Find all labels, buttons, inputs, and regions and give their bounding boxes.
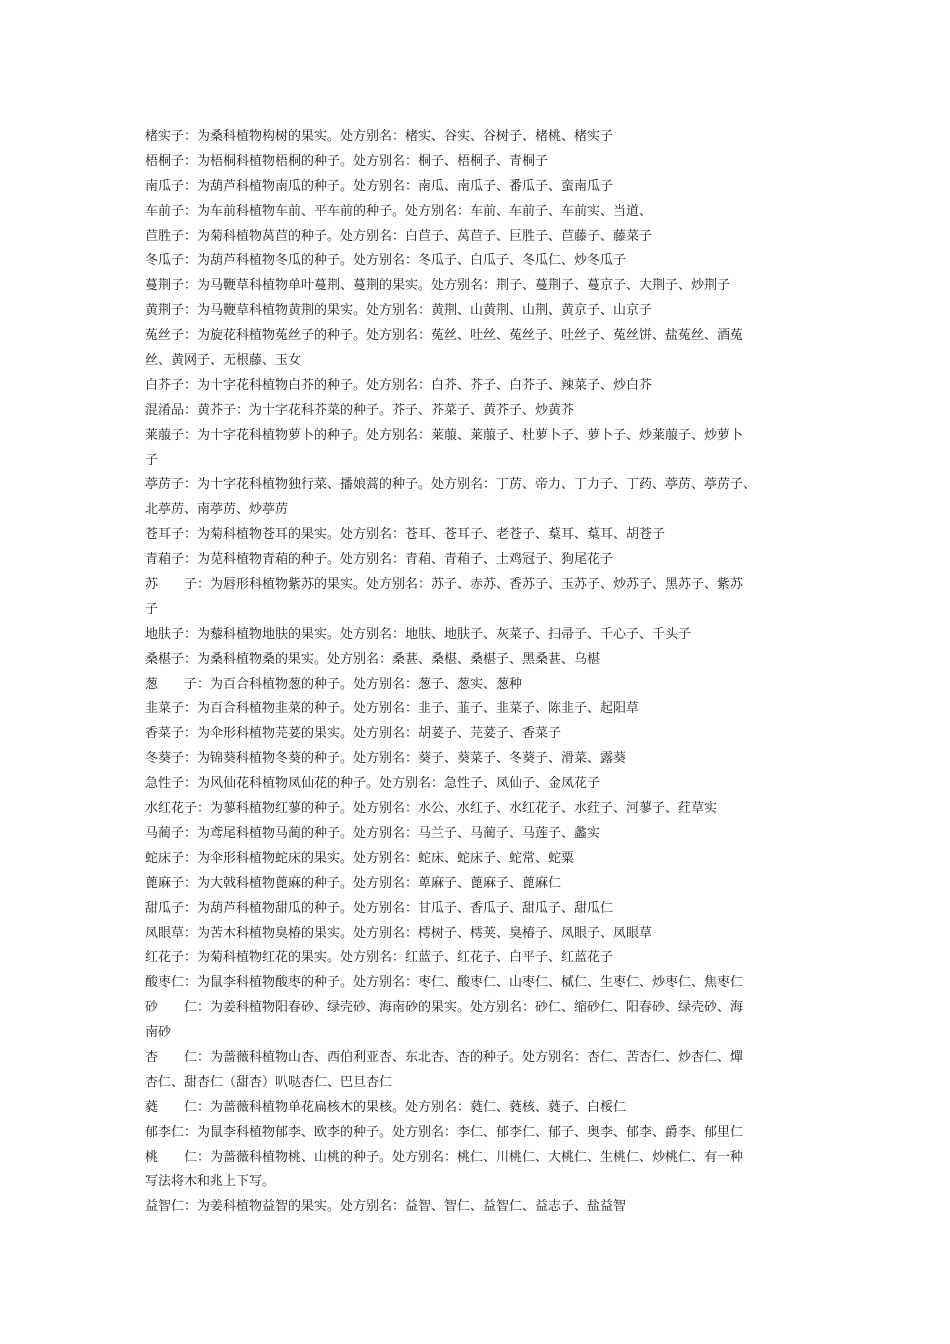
text-line: 子 bbox=[145, 452, 159, 468]
text-line: 南砂 bbox=[145, 1025, 172, 1041]
text-line: 地肤子：为藜科植物地肤的果实。处方别名：地肤、地肤子、灰菜子、扫帚子、千心子、千头子 bbox=[145, 626, 692, 642]
text-line: 桃 仁：为蔷薇科植物桃、山桃的种子。处方别名：桃仁、川桃仁、大桃仁、生桃仁、炒桃仁、有一种 bbox=[145, 1149, 744, 1165]
text-line: 苣胜子：为菊科植物莴苣的种子。处方别名：白苣子、莴苣子、巨胜子、苣藤子、藤菜子 bbox=[145, 228, 653, 244]
text-line: 葱 子：为百合科植物葱的种子。处方别名：葱子、葱实、葱种 bbox=[145, 676, 523, 692]
text-line: 苍耳子：为菊科植物苍耳的果实。处方别名：苍耳、苍耳子、老苍子、葈耳、葈耳、胡苍子 bbox=[145, 527, 666, 543]
text-line: 益智仁：为姜科植物益智的果实。处方别名：益智、智仁、益智仁、益志子、盐益智 bbox=[145, 1199, 627, 1215]
text-line: 青葙子：为苋科植物青葙的种子。处方别名：青葙、青葙子、土鸡冠子、狗尾花子 bbox=[145, 552, 614, 568]
text-line: 南瓜子：为葫芦科植物南瓜的种子。处方别名：南瓜、南瓜子、番瓜子、蛮南瓜子 bbox=[145, 178, 614, 194]
text-line: 郁李仁：为鼠李科植物郁李、欧李的种子。处方别名：李仁、郁李仁、郁子、奥李、郁李、爵李、郁里仁 bbox=[145, 1124, 744, 1140]
text-line: 冬葵子：为锦葵科植物冬葵的种子。处方别名：葵子、葵菜子、冬葵子、滑菜、露葵 bbox=[145, 751, 627, 767]
text-line: 丝、黄网子、无根藤、玉女 bbox=[145, 353, 302, 369]
text-line: 白芥子：为十字花科植物白芥的种子。处方别名：白芥、芥子、白芥子、辣菜子、炒白芥 bbox=[145, 377, 653, 393]
text-line: 韭菜子：为百合科植物韭菜的种子。处方别名：韭子、韮子、韭菜子、陈韭子、起阳草 bbox=[145, 701, 640, 717]
text-line: 楮实子：为桑科植物构树的果实。处方别名：楮实、谷实、谷树子、楮桃、楮实子 bbox=[145, 129, 614, 144]
text-line: 杏仁、甜杏仁（甜杏）叭哒杏仁、巴旦杏仁 bbox=[145, 1074, 393, 1090]
text-line: 蔓荆子：为马鞭草科植物单叶蔓荆、蔓荆的果实。处方别名：荆子、蔓荆子、蔓京子、大荆子、炒荆子 bbox=[145, 278, 731, 294]
text-line: 莱菔子：为十字花科植物萝卜的种子。处方别名：莱菔、莱菔子、杜萝卜子、萝卜子、炒莱菔子、炒萝卜 bbox=[145, 427, 744, 443]
text-line: 写法将木和兆上下写。 bbox=[145, 1174, 276, 1190]
text-line: 凤眼草：为苦木科植物臭椿的果实。处方别名：樗树子、樗荚、臭椿子、凤眼子、凤眼草 bbox=[145, 925, 653, 941]
text-line: 混淆品：黄芥子：为十字花科芥菜的种子。芥子、芥菜子、黄芥子、炒黄芥 bbox=[145, 402, 575, 418]
document-body bbox=[145, 125, 817, 1220]
text-line: 蛇床子：为伞形科植物蛇床的果实。处方别名：蛇床、蛇床子、蛇常、蛇粟 bbox=[145, 850, 575, 866]
text-line: 苏 子：为唇形科植物紫苏的果实。处方别名：苏子、赤苏、香苏子、玉苏子、炒苏子、黑苏子、紫苏 bbox=[145, 577, 744, 593]
text-line: 水红花子：为蓼科植物红蓼的种子。处方别名：水公、水红子、水红花子、水荭子、河蓼子、荭草实 bbox=[145, 801, 718, 817]
text-line: 甜瓜子：为葫芦科植物甜瓜的种子。处方别名：甘瓜子、香瓜子、甜瓜子、甜瓜仁 bbox=[145, 900, 614, 916]
text-line: 酸枣仁：为鼠李科植物酸枣的种子。处方别名：枣仁、酸枣仁、山枣仁、樲仁、生枣仁、炒枣仁、焦枣仁 bbox=[145, 975, 744, 991]
text-line: 梧桐子：为梧桐科植物梧桐的种子。处方别名：桐子、梧桐子、青桐子 bbox=[145, 153, 549, 169]
text-line: 红花子：为菊科植物红花的果实。处方别名：红蓝子、红花子、白平子、红蓝花子 bbox=[145, 950, 614, 966]
text-line: 蕤 仁：为蔷薇科植物单花扁核木的果核。处方别名：蕤仁、蕤核、蕤子、白桵仁 bbox=[145, 1099, 627, 1115]
text-line: 菟丝子：为旋花科植物菟丝子的种子。处方别名：菟丝、吐丝、菟丝子、吐丝子、菟丝饼、盐菟丝、酒菟 bbox=[145, 328, 744, 344]
text-line: 蓖麻子：为大戟科植物蓖麻的种子。处方别名：萆麻子、蓖麻子、蓖麻仁 bbox=[145, 875, 562, 891]
text-line: 子 bbox=[145, 601, 159, 617]
text-line: 砂 仁：为姜科植物阳春砂、绿壳砂、海南砂的果实。处方别名：砂仁、缩砂仁、阳春砂、绿壳砂、海 bbox=[145, 1000, 744, 1016]
text-line: 黄荆子：为马鞭草科植物黄荆的果实。处方别名：黄荆、山黄荆、山荆、黄京子、山京子 bbox=[145, 303, 653, 319]
text-line: 冬瓜子：为葫芦科植物冬瓜的种子。处方别名：冬瓜子、白瓜子、冬瓜仁、炒冬瓜子 bbox=[145, 253, 627, 269]
text-line: 北葶苈、南葶苈、炒葶苈 bbox=[145, 502, 289, 518]
text-line: 马蔺子：为鸢尾科植物马蔺的种子。处方别名：马兰子、马蔺子、马莲子、蠡实 bbox=[145, 825, 601, 841]
text-line: 杏 仁：为蔷薇科植物山杏、西伯利亚杏、东北杏、杏的种子。处方别名：杏仁、苦杏仁、炒杏仁、燀 bbox=[145, 1049, 744, 1065]
text-line: 葶苈子：为十字花科植物独行菜、播娘蒿的种子。处方别名：丁苈、帝力、丁力子、丁药、葶苈、葶苈子、 bbox=[145, 477, 757, 493]
text-line: 车前子：为车前科植物车前、平车前的种子。处方别名：车前、车前子、车前实、当道、 bbox=[145, 203, 653, 219]
text-line: 急性子：为风仙花科植物凤仙花的种子。处方别名：急性子、凤仙子、金凤花子 bbox=[145, 776, 601, 792]
text-line: 香菜子：为伞形科植物芫荽的果实。处方别名：胡荽子、芫荽子、香菜子 bbox=[145, 726, 562, 742]
text-line: 桑椹子：为桑科植物桑的果实。处方别名：桑葚、桑椹、桑椹子、黑桑葚、乌椹 bbox=[145, 651, 601, 667]
